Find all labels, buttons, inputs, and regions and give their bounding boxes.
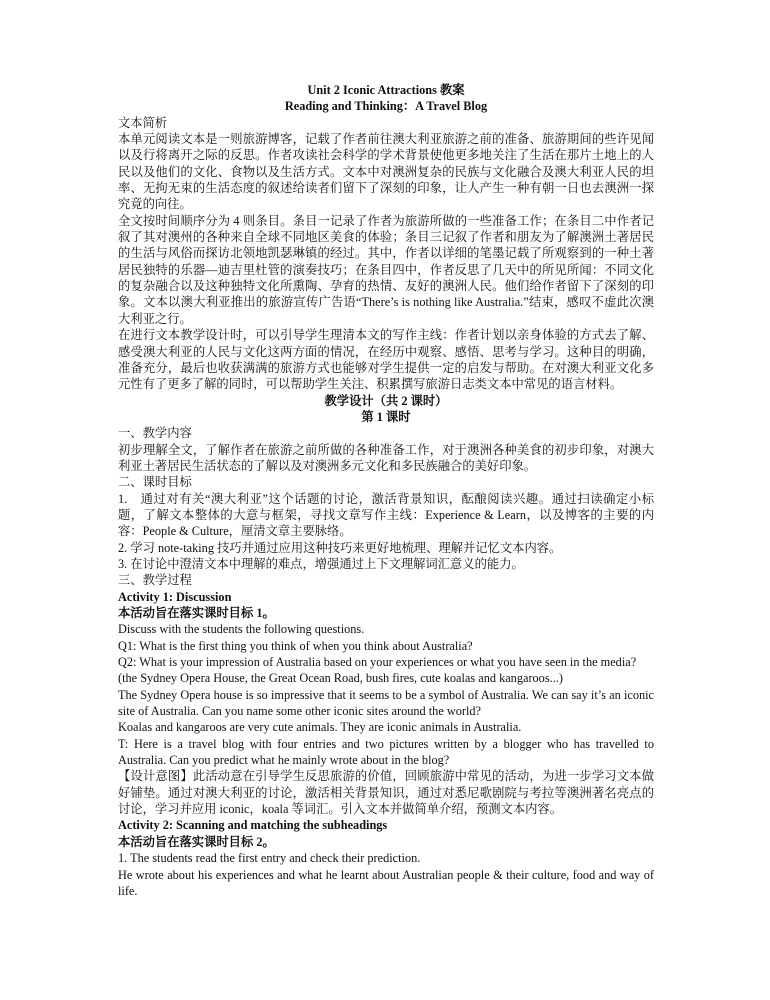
activity1-heading: Activity 1: Discussion bbox=[118, 589, 232, 604]
activity1-line: T: Here is a travel blog with four entries and two pictures written by a blogger who has travelled to Australia. Can you predict what he mainly wrote about in the blog? bbox=[118, 736, 654, 768]
activity1-line: Koalas and kangaroos are very cute animals. They are iconic animals in Australia. bbox=[118, 720, 522, 735]
goal-item: 2. 学习 note-taking 技巧并通过应用这种技巧来更好地梳理、理解并记忆文本内容。 bbox=[118, 540, 562, 555]
activity1-line: The Sydney Opera house is so impressive that it seems to be a symbol of Australia. We can say it’s an iconic site of Australia. Can you name some other iconic sites around the world? bbox=[118, 687, 654, 719]
process-heading: 三、教学过程 bbox=[118, 573, 192, 588]
content-paragraph: 初步理解全文，了解作者在旅游之前所做的各种准备工作，对于澳洲各种美食的初步印象，对澳大利亚土著居民生活状态的了解以及对澳洲多元文化和多民族融合的美好印象。 bbox=[118, 442, 654, 473]
activity2-line: 1. The students read the first entry and check their prediction. bbox=[118, 851, 421, 866]
text-summary-heading: 文本简析 bbox=[118, 115, 168, 130]
activity1-line: (the Sydney Opera House, the Great Ocean Road, bush fires, cute koalas and kangaroos...) bbox=[118, 671, 563, 686]
activity2-heading: Activity 2: Scanning and matching the subheadings bbox=[118, 818, 388, 833]
activity1-line: Q1: What is the first thing you think of when you think about Australia? bbox=[118, 638, 473, 653]
goals-heading: 二、课时目标 bbox=[118, 475, 192, 490]
content-heading: 一、教学内容 bbox=[118, 426, 192, 441]
summary-paragraph: 在进行文本教学设计时，可以引导学生理清本文的写作主线：作者计划以亲身体验的方式去了解、感受澳大利亚的人民与文化这两方面的情况，在经历中观察、感悟、思考与学习。这种目的明确，准备充分，最后也收获满满的旅游方式也能够对学生提供一定的启发与帮助。在对澳大利亚文化多元性有了更多了解的同时，可以帮助学生关注、积累撰写旅游日志类文本中常见的语言材料。 bbox=[118, 328, 654, 392]
lesson-heading: 第 1 课时 bbox=[361, 409, 411, 424]
activity1-line: Discuss with the students the following questions. bbox=[118, 622, 365, 637]
activity1-aim: 本活动旨在落实课时目标 1。 bbox=[118, 606, 275, 620]
summary-paragraph: 全文按时间顺序分为 4 则条目。条目一记录了作者为旅游所做的一些准备工作；在条目二中作者记叙了其对澳州的各种来自全球不同地区美食的体验；条目三记叙了作者和朋友为了解澳洲土著居民的生活与风俗而探访北领地凯瑟琳镇的经过。其中，作者以详细的笔墨记载了所观察到的一种土著居民独特的乐器—迪吉里杜管的演奏技巧；在条目四中，作者反思了几天中的所见所闻：不同文化的复杂融合以及这种独特文化所熏陶、孕育的热情、友好的澳洲人民。他们给作者留下了深刻的印象。文本以澳大利亚推出的旅游宣传广告语“There’s is nothing like Australia.”结束，感叹不虚此次澳大利亚之行。 bbox=[118, 213, 654, 326]
summary-paragraph: 本单元阅读文本是一则旅游博客，记载了作者前往澳大利亚旅游之前的准备、旅游期间的些许见闻以及行将离开之际的反思。作者攻读社会科学的学术背景使他更多地关注了生活在那片土地上的人民以及他们的文化、食物以及生活方式。文本中对澳洲复杂的民族与文化融合及澳大利亚人民的坦率、无拘无束的生活态度的叙述给读者们留下了深刻的印象，让人产生一种有朝一日也去澳洲一探究竟的向往。 bbox=[118, 132, 654, 212]
document-subtitle: Reading and Thinking：A Travel Blog bbox=[284, 99, 488, 114]
activity2-aim: 本活动旨在落实课时目标 2。 bbox=[118, 834, 275, 849]
activity2-line: He wrote about his experiences and what he learnt about Australian people & their culture, food and way of life. bbox=[118, 867, 654, 898]
document-title: Unit 2 Iconic Attractions 教案 bbox=[307, 83, 465, 97]
goal-item: 3. 在讨论中澄清文本中理解的难点，增强通过上下文理解词汇意义的能力。 bbox=[118, 556, 524, 571]
document-page bbox=[118, 82, 654, 899]
goal-item: 1. 通过对有关“澳大利亚”这个话题的讨论，激活背景知识，酝酿阅读兴趣。通过扫读确定小标题，了解文本整体的大意与框架，寻找文章写作主线：Experience & Learn，以及博客的主要的内容：People & Culture，厘清文章主要脉络。 bbox=[118, 491, 654, 539]
activity1-line: Q2: What is your impression of Australia based on your experiences or what you have seen in the media? bbox=[118, 655, 637, 670]
activity1-design-intent: 【设计意图】此活动意在引导学生反思旅游的价值，回顾旅游中常见的活动，为进一步学习文本做好铺垫。通过对澳大利亚的讨论，激活相关背景知识，通过对悉尼歌剧院与考拉等澳洲著名亮点的讨论，学习并应用 iconic，koala 等词汇。引入文本并做简单介绍，预测文本内容。 bbox=[118, 769, 654, 817]
design-heading: 教学设计（共 2 课时） bbox=[324, 393, 448, 408]
